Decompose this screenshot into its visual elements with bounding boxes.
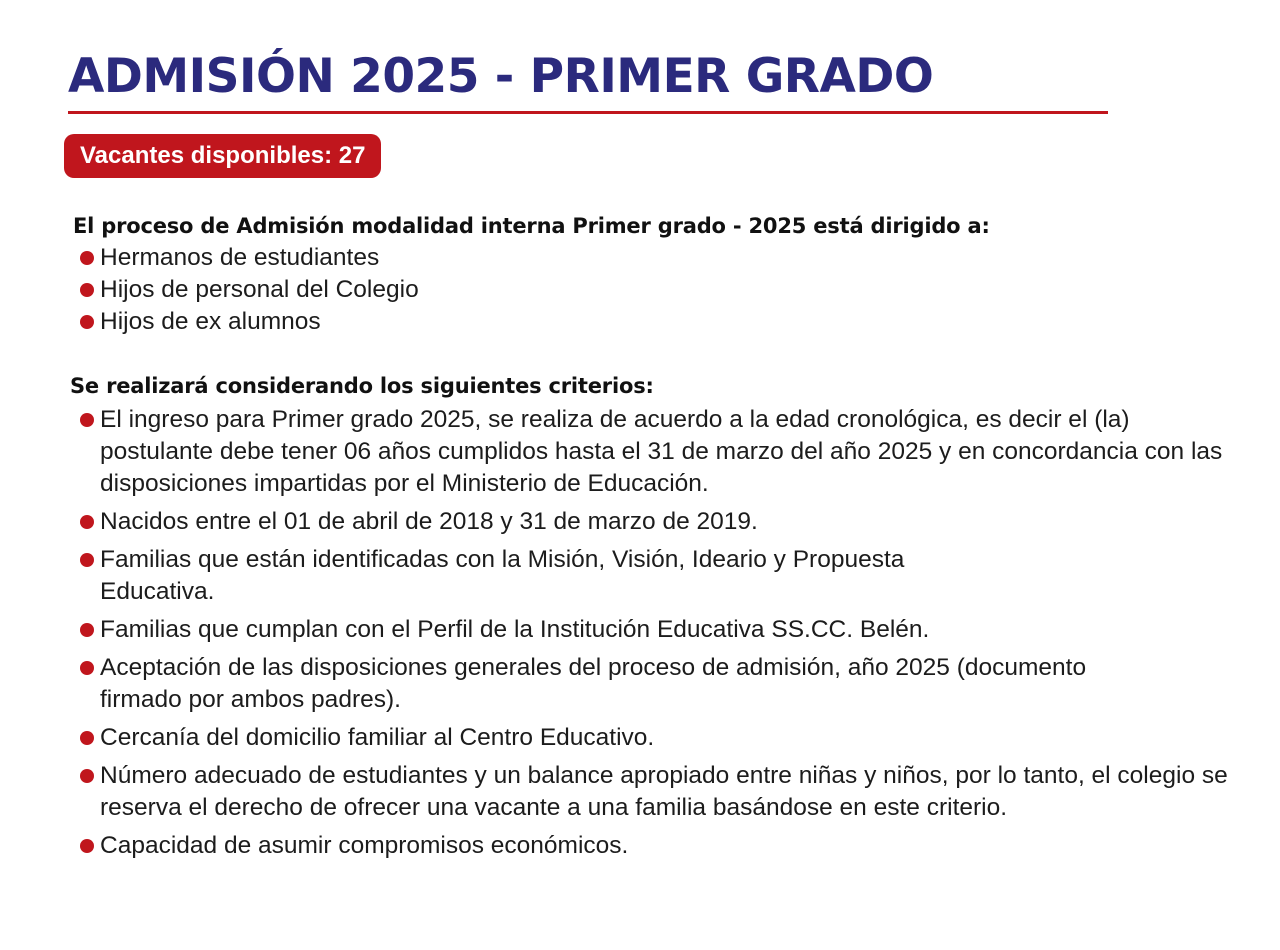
list-item	[78, 722, 1228, 754]
list-item-text: Cercanía del domicilio familiar al Centro Educativo.	[100, 724, 655, 751]
list-item	[78, 506, 1228, 538]
title-underline	[68, 111, 1108, 114]
list-item-text: Capacidad de asumir compromisos económicos.	[100, 832, 629, 859]
target-list	[78, 242, 1228, 338]
bullet-icon	[80, 769, 94, 783]
list-item	[78, 760, 1228, 824]
list-item-text: Número adecuado de estudiantes y un balance apropiado entre niñas y niños, por lo tanto, el colegio se reserva el derecho de ofrecer una vacante a una familia basándose en este criterio.	[100, 762, 1228, 821]
bullet-icon	[80, 623, 94, 637]
page-title: ADMISIÓN 2025 - PRIMER GRADO	[68, 49, 934, 104]
bullet-icon	[80, 515, 94, 529]
vacancies-badge: Vacantes disponibles: 27	[64, 134, 381, 178]
list-item	[78, 404, 1228, 500]
list-item-text: Familias que cumplan con el Perfil de la Institución Educativa SS.CC. Belén.	[100, 616, 930, 643]
list-item-text: El ingreso para Primer grado 2025, se realiza de acuerdo a la edad cronológica, es decir el (la) postulante debe tener 06 años cumplidos hasta el 31 de marzo del año 2025 y en concordancia con las disposiciones impartidas por el Ministerio de Educación.	[100, 406, 1223, 497]
bullet-icon	[80, 315, 94, 329]
bullet-icon	[80, 413, 94, 427]
list-item	[78, 274, 1228, 306]
bullet-icon	[80, 553, 94, 567]
criteria-section-heading: Se realizará considerando los siguientes criterios:	[70, 374, 654, 398]
list-item-text: Hijos de personal del Colegio	[100, 276, 419, 303]
list-item	[78, 614, 1228, 646]
list-item-text: Nacidos entre el 01 de abril de 2018 y 31 de marzo de 2019.	[100, 508, 758, 535]
list-item	[78, 830, 1228, 862]
list-item-text: Hermanos de estudiantes	[100, 244, 380, 271]
target-section-heading: El proceso de Admisión modalidad interna Primer grado - 2025 está dirigido a:	[73, 214, 990, 238]
list-item	[78, 242, 1228, 274]
list-item	[78, 652, 1228, 716]
bullet-icon	[80, 283, 94, 297]
list-item-text: Hijos de ex alumnos	[100, 308, 321, 335]
list-item-text: Familias que están identificadas con la Misión, Visión, Ideario y Propuesta Educativa.	[100, 546, 905, 605]
criteria-list	[78, 404, 1228, 868]
list-item	[78, 306, 1228, 338]
bullet-icon	[80, 661, 94, 675]
bullet-icon	[80, 839, 94, 853]
list-item-text: Aceptación de las disposiciones generales del proceso de admisión, año 2025 (documento firmado por ambos padres).	[100, 654, 1087, 713]
list-item	[78, 544, 1228, 608]
bullet-icon	[80, 731, 94, 745]
bullet-icon	[80, 251, 94, 265]
